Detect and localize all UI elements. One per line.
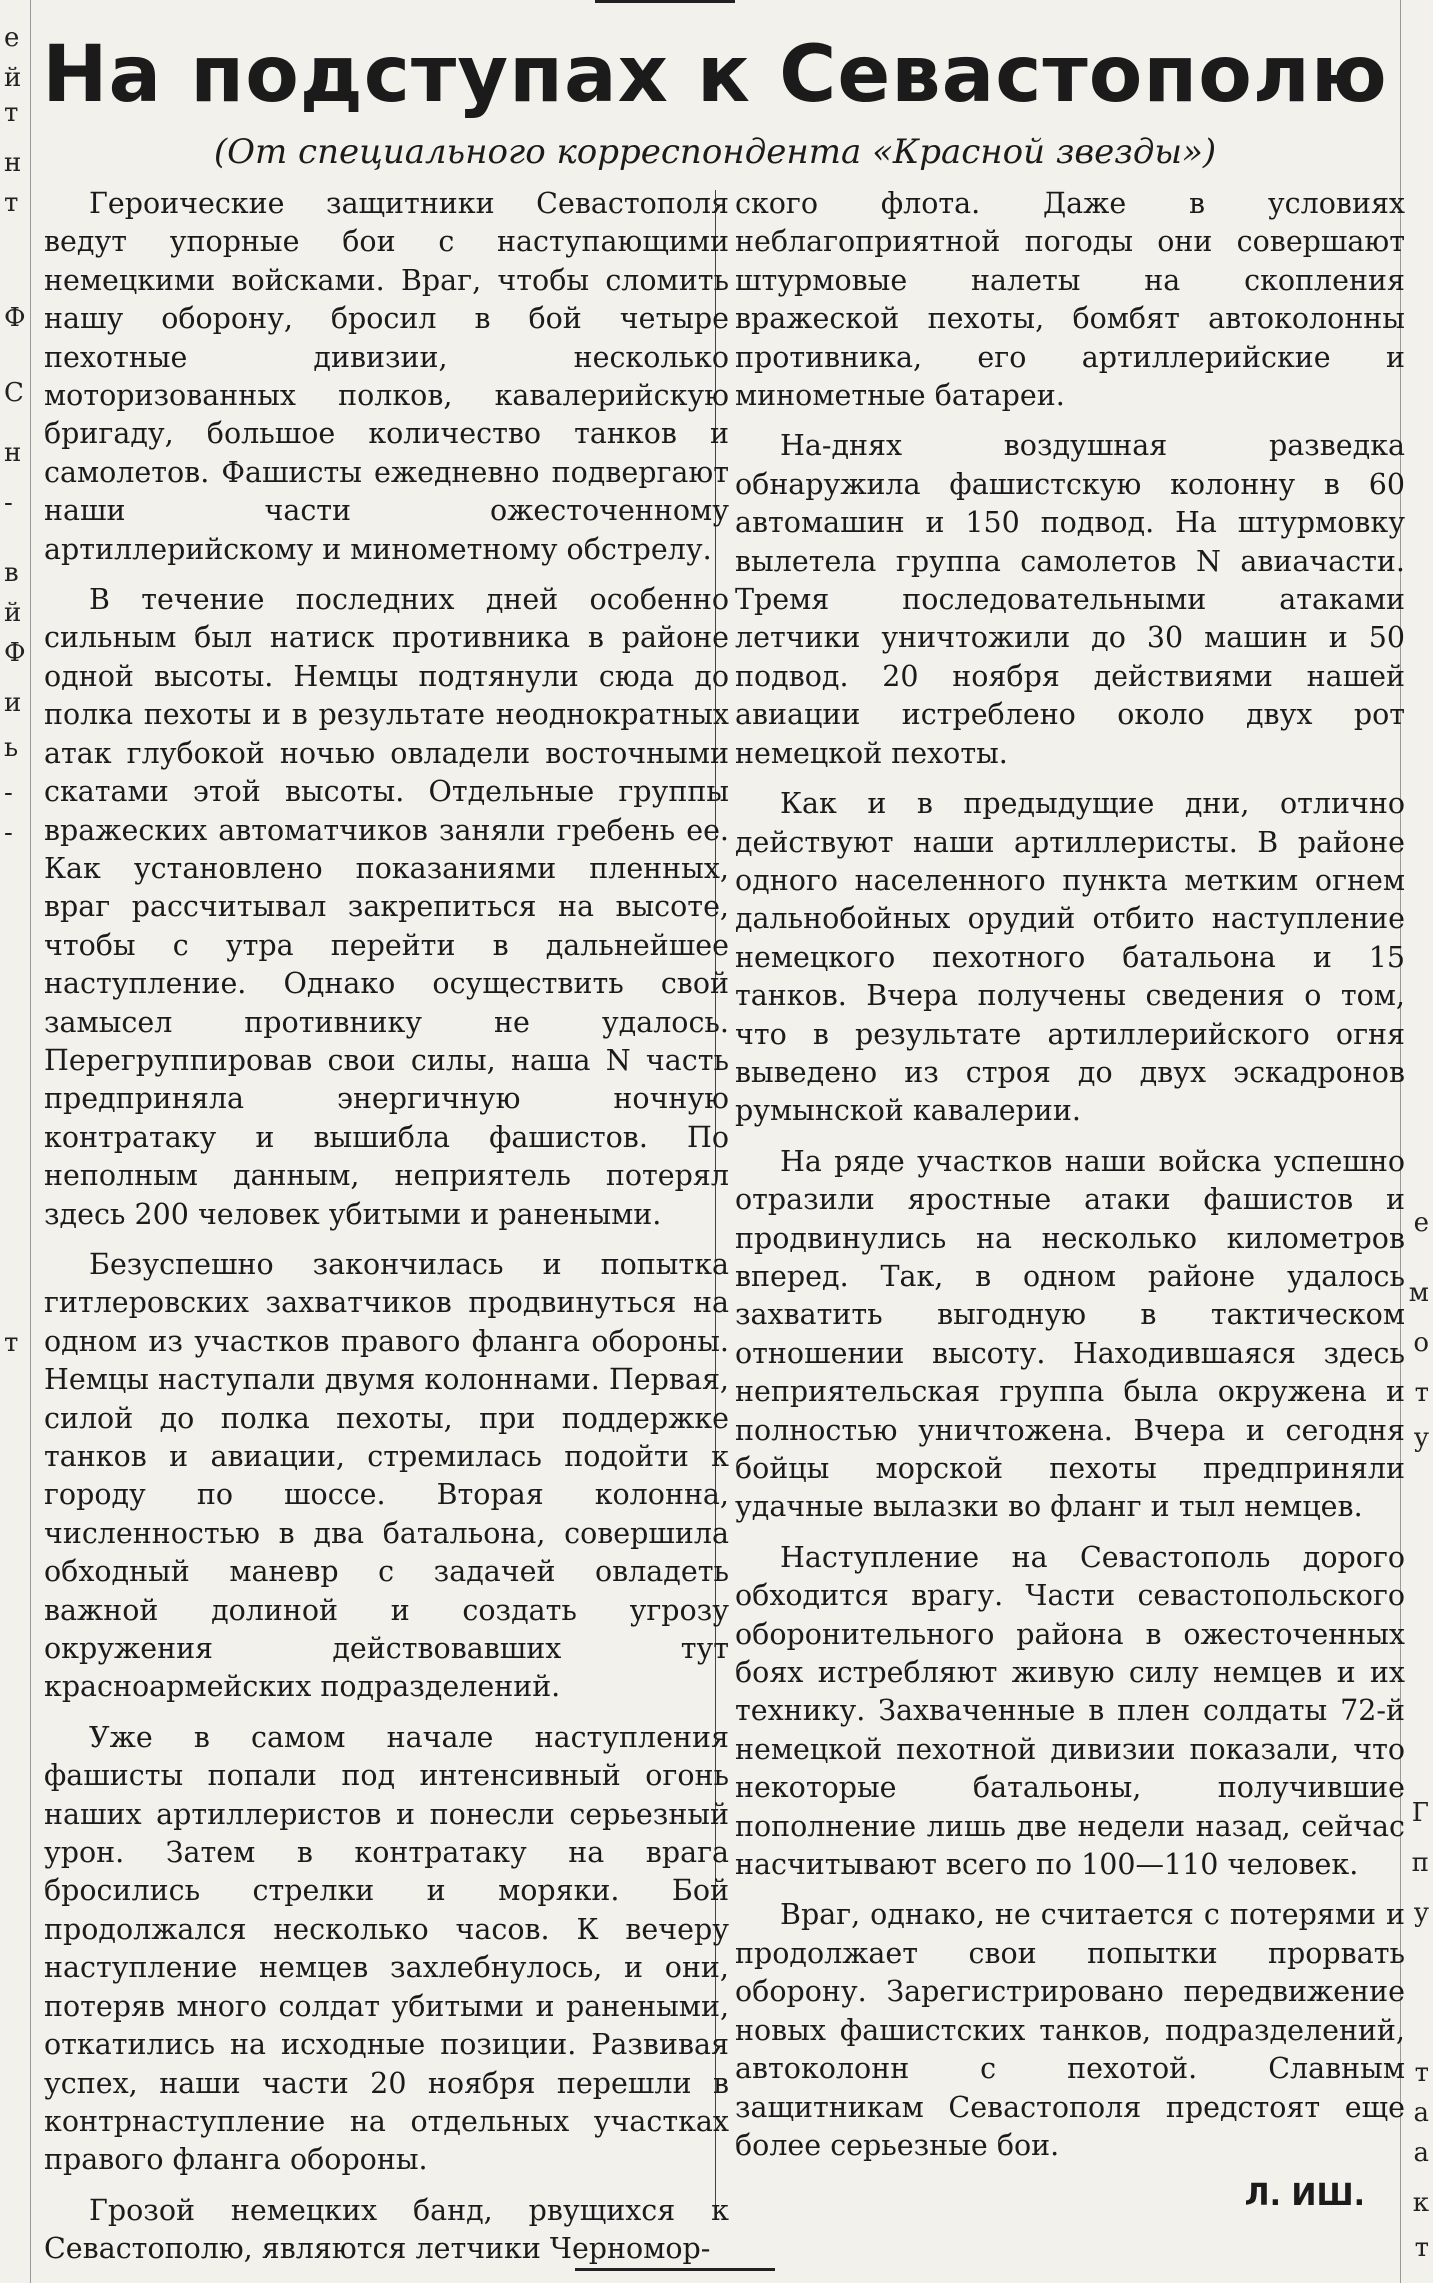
edge-letter: - — [4, 778, 13, 808]
edge-letter: Ф — [4, 303, 26, 333]
paragraph: Наступление на Севастополь дорого обходится врагу. Части севастопольского оборонительного района в ожесточенных боях истребляют живую силу немцев и их технику. Захваченные в плен солдаты 72-й немецкой пехотной дивизии показали, что некоторые батальоны, получившие пополнение лишь две недели назад, сейчас насчитывают всего по 100—110 человек. — [735, 1540, 1405, 1882]
paragraph: В течение последних дней особенно сильным был натиск противника в районе одной высоты. Немцы подтянули сюда до полка пехоты и в результате неоднократных атак глубокой ночью овладели восточными скатами этой высоты. Отдельные группы вражеских автоматчиков заняли гребень ее. Как установлено показаниями пленных, враг рассчитывал закрепиться на высоте, чтобы с утра перейти в дальнейшее наступление. Однако осуществить свой замысел противнику не удалось. Перегруппировав свои силы, наша N часть предприняла энергичную ночную контратаку и вышибла фашистов. По неполным данным, неприятель потерял здесь 200 человек убитыми и ранеными. — [44, 583, 729, 1231]
article-column-right — [735, 185, 1405, 2228]
edge-letter: Ф — [4, 638, 26, 668]
edge-letter: Г — [1411, 1798, 1429, 1828]
paragraph: Как и в предыдущие дни, отлично действуют наши артиллеристы. В районе одного населенного пункта метким огнем дальнобойных орудий отбито наступление немецкого пехотного батальона и 15 танков. Вчера получены сведения о том, что в результате артиллерийского огня выведено из строя до двух эскадронов румынской кавалерии. — [735, 787, 1405, 1128]
edge-letter: а — [1413, 2138, 1429, 2168]
paragraph: На-днях воздушная разведка обнаружила фашистскую колонну в 60 автомашин и 150 подвод. На штурмовку вылетела группа самолетов N авиачасти. Тремя последовательными атаками летчики уничтожили до 30 машин и 50 подвод. 20 ноября действиями нашей авиации истреблено около двух рот немецкой пехоты. — [735, 429, 1405, 770]
edge-letter: - — [4, 818, 13, 848]
edge-letter: н — [4, 148, 22, 178]
edge-letter: е — [1413, 1208, 1429, 1238]
paragraph: Грозой немецких банд, рвущихся к Севастополю, являются летчики Черномор- — [44, 2193, 729, 2266]
adjacent-column-left — [0, 0, 31, 2283]
edge-letter: у — [1413, 1898, 1429, 1928]
edge-letter: п — [1411, 1848, 1429, 1878]
article-headline: На подступах к Севастополю — [42, 30, 1388, 120]
paragraph: Героические защитники Севастополя ведут упорные бои с наступающими немецкими войсками. Враг, чтобы сломить нашу оборону, бросил в бой четыре пехотные дивизии, несколько моторизованных полков, кавалерийскую бригаду, большое количество танков и самолетов. Фашисты ежедневно подвергают наши части ожесточенному артиллерийскому и минометному обстрелу. — [44, 187, 729, 566]
edge-letter: й — [4, 63, 22, 93]
edge-letter: - — [4, 488, 13, 518]
edge-letter: а — [1413, 2098, 1429, 2128]
edge-letter: к — [1412, 2188, 1429, 2218]
edge-letter: т — [4, 188, 19, 218]
edge-letter: м — [1408, 1278, 1429, 1308]
article-byline: (От специального корреспондента «Красной звезды») — [213, 132, 1217, 172]
edge-letter: у — [1413, 1423, 1429, 1453]
bottom-rule — [575, 2268, 775, 2271]
top-rule — [595, 0, 735, 3]
edge-letter: т — [1414, 2058, 1429, 2088]
paragraph: ского флота. Даже в условиях неблагоприятной погоды они совершают штурмовые налеты на скопления вражеской пехоты, бомбят автоколонны противника, его артиллерийские и минометные батареи. — [735, 187, 1405, 413]
paragraph: Безуспешно закончилась и попытка гитлеровских захватчиков продвинуться на одном из участков правого фланга обороны. Немцы наступали двумя колоннами. Первая, силой до полка пехоты, при поддержке танков и авиации, стремилась подойти к городу по шоссе. Вторая колонна, численностью в два батальона, совершила обходный маневр с задачей овладеть важной долиной и создать угрозу окружения действовавших тут красноармейских подразделений. — [44, 1247, 729, 1704]
paragraph: Враг, однако, не считается с потерями и продолжает свои попытки прорвать оборону. Зарегистрировано передвижение новых фашистских танков, подразделений, автоколонн с пехотой. Славным защитникам Севастополя предстоят еще более серьезные бои. — [735, 1898, 1405, 2162]
edge-letter: в — [4, 558, 19, 588]
edge-letter: й — [4, 598, 22, 628]
edge-letter: и — [4, 688, 22, 718]
edge-letter: С — [4, 378, 24, 408]
article-column-left — [44, 185, 729, 2281]
edge-letter: ь — [4, 733, 19, 763]
edge-letter: т — [4, 1328, 19, 1358]
edge-letter: е — [4, 23, 20, 53]
author-signature: Л. ИШ. — [1244, 2178, 1365, 2214]
edge-letter: т — [1414, 2233, 1429, 2263]
edge-letter: о — [1413, 1328, 1429, 1358]
paragraph: Уже в самом начале наступления фашисты попали под интенсивный огонь наших артиллеристов и понесли серьезный урон. Затем в контратаку на врага бросились стрелки и моряки. Бой продолжался несколько часов. К вечеру наступление немцев захлебнулось, и они, потеряв много солдат убитыми и ранеными, откатились на исходные позиции. Развивая успех, наши части 20 ноября перешли в контрнаступление на отдельных участках правого фланга обороны. — [44, 1720, 729, 2177]
edge-letter: т — [4, 98, 19, 128]
paragraph: На ряде участков наши войска успешно отразили яростные атаки фашистов и продвинулись на несколько километров вперед. Так, в одном районе удалось захватить выгодную в тактическом отношении высоту. Находившаяся здесь неприятельская группа была окружена и полностью уничтожена. Вчера и сегодня бойцы морской пехоты предприняли удачные вылазки во фланг и тыл немцев. — [735, 1144, 1405, 1524]
edge-letter: т — [1414, 1378, 1429, 1408]
edge-letter: н — [4, 438, 22, 468]
